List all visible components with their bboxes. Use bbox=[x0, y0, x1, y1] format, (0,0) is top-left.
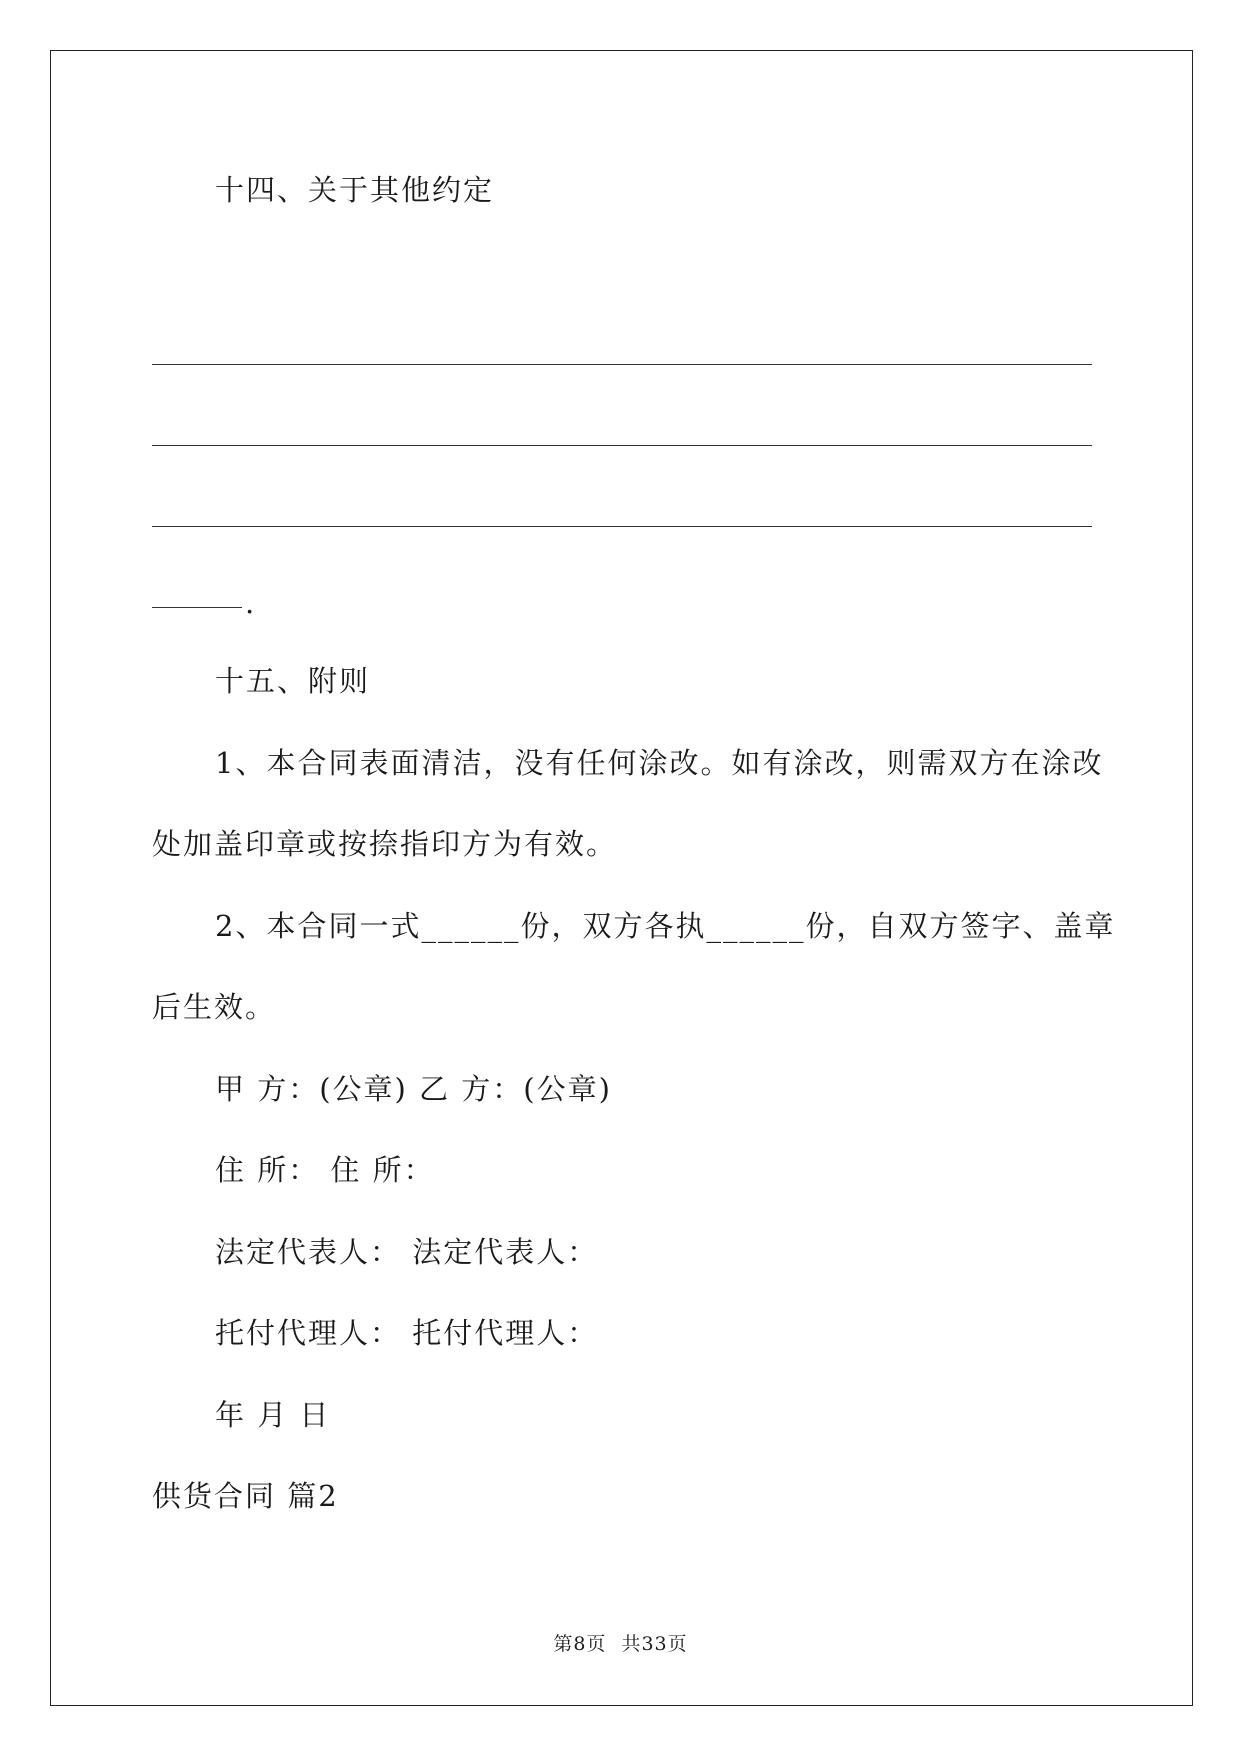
fill-in-line-3 bbox=[152, 526, 1092, 527]
next-section-title: 供货合同 篇2 bbox=[152, 1479, 339, 1513]
section-14-heading: 十四、关于其他约定 bbox=[215, 173, 495, 207]
address-line: 住 所： 住 所： bbox=[215, 1153, 435, 1187]
total-pages: 共33页 bbox=[621, 1633, 688, 1655]
fill-in-line-2 bbox=[152, 445, 1092, 446]
clause-1-line-2: 处加盖印章或按捺指印方为有效。 bbox=[152, 827, 618, 861]
fill-in-line-1 bbox=[152, 364, 1092, 365]
page-number: 第8页 bbox=[553, 1633, 607, 1655]
terminal-period: . bbox=[245, 586, 255, 620]
agent-line: 托付代理人： 托付代理人： bbox=[215, 1316, 599, 1350]
fill-in-line-4 bbox=[152, 607, 242, 608]
date-line: 年 月 日 bbox=[215, 1398, 331, 1432]
party-seal-line: 甲 方：(公章) 乙 方：(公章) bbox=[215, 1072, 612, 1106]
page-footer bbox=[0, 1632, 1241, 1656]
clause-1-line-1: 1、本合同表面清洁，没有任何涂改。如有涂改，则需双方在涂改 bbox=[215, 746, 1104, 780]
clause-2-line-1: 2、本合同一式______份，双方各执______份，自双方签字、盖章 bbox=[215, 909, 1116, 943]
page-border bbox=[50, 50, 1193, 1706]
legal-representative-line: 法定代表人： 法定代表人： bbox=[215, 1235, 599, 1269]
section-15-heading: 十五、附则 bbox=[215, 664, 371, 698]
clause-2-line-2: 后生效。 bbox=[152, 990, 277, 1024]
